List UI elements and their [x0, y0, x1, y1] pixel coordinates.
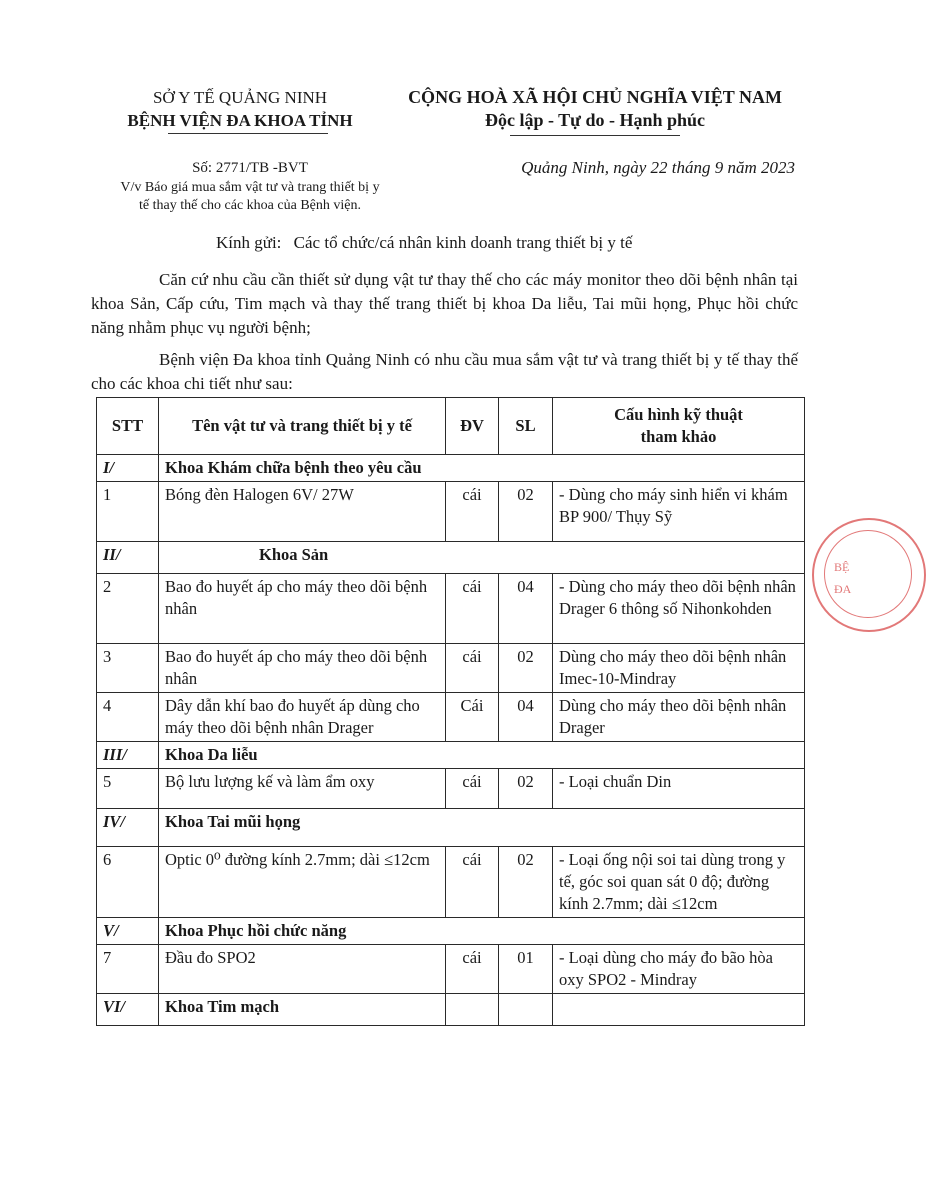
section-title: Khoa Tai mũi họng	[159, 809, 805, 847]
row-spec: - Loại ống nội soi tai dùng trong y tế, góc soi quan sát 0 độ; đường kính 2.7mm; dài ≤12cm	[553, 847, 805, 918]
paragraph-request: Bệnh viện Đa khoa tỉnh Quảng Ninh có nhu cầu mua sắm vật tư và trang thiết bị y tế thay thế cho các khoa chi tiết như sau:	[91, 350, 798, 393]
row-qty: 02	[499, 482, 553, 542]
section-number: VI/	[97, 994, 159, 1026]
section-number: IV/	[97, 809, 159, 847]
row-unit: cái	[446, 574, 499, 644]
paragraph-basis: Căn cứ nhu cầu cần thiết sử dụng vật tư thay thế cho các máy monitor theo dõi bệnh nhân tại khoa Sản, Cấp cứu, Tim mạch và thay thế trang thiết bị khoa Da liễu, Tai mũi họng, Phục hồi chức năng nhằm phục vụ người bệnh;	[91, 270, 798, 337]
table-row	[97, 769, 805, 809]
document-date: Quảng Ninh, ngày 22 tháng 9 năm 2023	[521, 158, 795, 177]
table-row	[97, 945, 805, 994]
section-title: Khoa Khám chữa bệnh theo yêu cầu	[159, 455, 805, 482]
header-unit: ĐV	[446, 398, 499, 455]
row-stt: 3	[97, 644, 159, 693]
header-spec-line-1: Cấu hình kỹ thuật	[614, 405, 743, 424]
row-unit: cái	[446, 769, 499, 809]
section-number: II/	[97, 542, 159, 574]
document-subject	[90, 179, 410, 215]
seal-text-mid: ĐA	[834, 582, 852, 596]
document-number: Số: 2771/TB -BVT	[192, 160, 308, 176]
issuer-hospital: BỆNH VIỆN ĐA KHOA TỈNH	[127, 111, 353, 130]
national-motto: Độc lập - Tự do - Hạnh phúc	[484, 110, 706, 130]
row-stt: 7	[97, 945, 159, 994]
row-spec: - Loại dùng cho máy đo bão hòa oxy SPO2 - Mindray	[553, 945, 805, 994]
section-title: Khoa Phục hồi chức năng	[159, 918, 805, 945]
issuer-block	[90, 86, 390, 132]
table-row	[97, 574, 805, 644]
national-title: CỘNG HOÀ XÃ HỘI CHỦ NGHĨA VIỆT NAM	[408, 87, 782, 107]
row-qty: 01	[499, 945, 553, 994]
section-row	[97, 455, 805, 482]
section-row	[97, 742, 805, 769]
greeting	[216, 231, 796, 255]
empty-cell	[446, 994, 499, 1026]
section-title: Khoa Tim mạch	[159, 994, 446, 1026]
header-qty: SL	[499, 398, 553, 455]
section-row	[97, 994, 805, 1026]
row-spec: - Dùng cho máy sinh hiển vi khám BP 900/ Thụy Sỹ	[553, 482, 805, 542]
row-unit: cái	[446, 482, 499, 542]
header-spec	[553, 398, 805, 455]
empty-cell	[499, 994, 553, 1026]
row-spec: - Dùng cho máy theo dõi bệnh nhân Drager 6 thông số Nihonkohden	[553, 574, 805, 644]
table-row	[97, 482, 805, 542]
section-row	[97, 542, 805, 574]
hospital-seal	[812, 518, 926, 632]
items-table	[96, 397, 805, 1026]
row-stt: 6	[97, 847, 159, 918]
row-name: Optic 0⁰ đường kính 2.7mm; dài ≤12cm	[159, 847, 446, 918]
row-spec: Dùng cho máy theo dõi bệnh nhân Imec-10-Mindray	[553, 644, 805, 693]
section-title: Khoa Sản	[159, 542, 805, 574]
greeting-recipient: Các tổ chức/cá nhân kinh doanh trang thiết bị y tế	[293, 233, 633, 252]
row-unit: cái	[446, 945, 499, 994]
section-number: I/	[97, 455, 159, 482]
row-stt: 2	[97, 574, 159, 644]
row-unit: Cái	[446, 693, 499, 742]
header-name: Tên vật tư và trang thiết bị y tế	[159, 398, 446, 455]
row-stt: 1	[97, 482, 159, 542]
section-row	[97, 809, 805, 847]
row-qty: 02	[499, 769, 553, 809]
row-spec: - Loại chuẩn Din	[553, 769, 805, 809]
row-unit: cái	[446, 847, 499, 918]
subject-line-1: V/v Báo giá mua sắm vật tư và trang thiết bị y	[120, 180, 380, 195]
row-name: Bao đo huyết áp cho máy theo dõi bệnh nhân	[159, 644, 446, 693]
national-motto-block	[395, 86, 795, 132]
row-name: Bộ lưu lượng kế và làm ẩm oxy	[159, 769, 446, 809]
table-row	[97, 693, 805, 742]
subject-line-2: tế thay thế cho các khoa của Bệnh viện.	[139, 198, 361, 213]
table-header-row	[97, 398, 805, 455]
header-spec-line-2: tham khảo	[640, 427, 717, 446]
motto-underline	[510, 135, 680, 136]
section-title: Khoa Da liễu	[159, 742, 805, 769]
seal-text-top: BỆ	[834, 560, 850, 574]
empty-cell	[553, 994, 805, 1026]
row-name: Dây dẫn khí bao đo huyết áp dùng cho máy theo dõi bệnh nhân Drager	[159, 693, 446, 742]
greeting-label: Kính gửi:	[216, 233, 282, 252]
table-row	[97, 644, 805, 693]
table-row	[97, 847, 805, 918]
header-stt: STT	[97, 398, 159, 455]
row-qty: 04	[499, 574, 553, 644]
row-qty: 02	[499, 644, 553, 693]
row-unit: cái	[446, 644, 499, 693]
issuer-department: SỞ Y TẾ QUẢNG NINH	[152, 88, 328, 107]
section-number: III/	[97, 742, 159, 769]
issuer-underline	[168, 133, 328, 134]
row-stt: 4	[97, 693, 159, 742]
row-qty: 04	[499, 693, 553, 742]
row-qty: 02	[499, 847, 553, 918]
row-name: Đầu đo SPO2	[159, 945, 446, 994]
row-spec: Dùng cho máy theo dõi bệnh nhân Drager	[553, 693, 805, 742]
row-name: Bóng đèn Halogen 6V/ 27W	[159, 482, 446, 542]
section-row	[97, 918, 805, 945]
row-stt: 5	[97, 769, 159, 809]
section-number: V/	[97, 918, 159, 945]
row-name: Bao đo huyết áp cho máy theo dõi bệnh nhân	[159, 574, 446, 644]
